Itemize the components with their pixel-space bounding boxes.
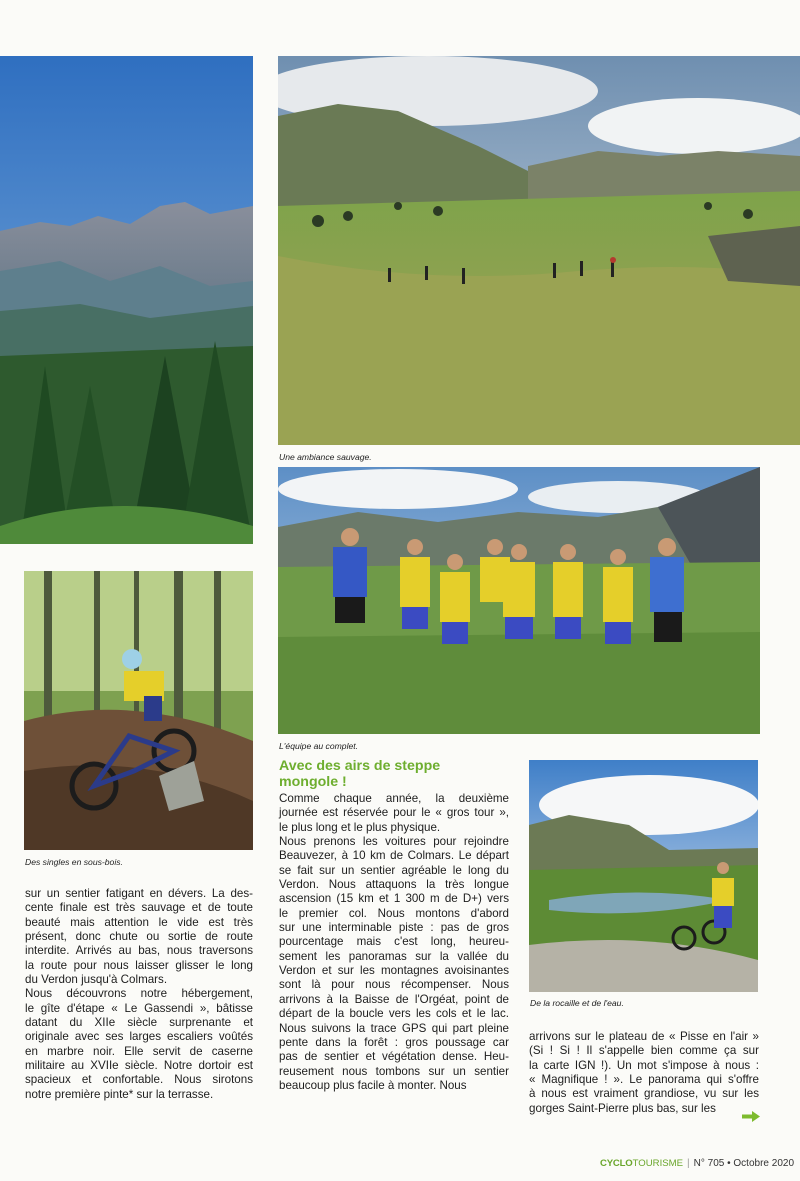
text-line: arrivons à la Baisse de l'Orgéat, point de [279,992,509,1006]
text-line: sont là pour nous récompenser. Nous [279,978,509,992]
text-line: le premier col. Nous montons d'abord [279,906,509,920]
text-line: du Verdon jusqu'à Colmars. [25,973,168,987]
text-line: départ de la boucle vers les cols et le lac. [279,1007,509,1021]
text-line: journée est réservée pour le « gros tour », [279,806,509,820]
text-line: ascension (15 km et 1 300 m de D+) vers [279,892,509,906]
page-footer: CYCLOTOURISME | N° 705 • Octobre 2020 [599,1158,794,1169]
text-line: Nous suivons la trace GPS qui part pleine [279,1021,509,1035]
text-line: reusement nous tombons sur un sentier [279,1064,509,1078]
text-line: cente finale est très sauvage et de toute [25,901,253,915]
article-column-right [529,1030,759,1116]
text-line: datant du XIIe siècle surprenante et [25,1016,253,1030]
text-line: Beauvezer, à 10 km de Colmars. Le départ [279,849,509,863]
text-line: spacieux et confortable. Nous sirotons [25,1073,253,1087]
photo-team-group [278,467,760,734]
caption-rider: Des singles en sous-bois. [25,857,123,867]
text-line: beauté mais attention le vide est très [25,915,253,929]
caption-steppe: Une ambiance sauvage. [279,452,372,462]
article-column-left [25,887,253,1102]
photo-lake [529,760,758,992]
text-line: militaire au XVIIe siècle. Notre dortoir est [25,1059,253,1073]
text-line: sur un sentier fatigant en dévers. La des- [25,887,253,900]
text-line: à nous est vraiment grandiose, vu sur les [529,1087,759,1101]
text-line: la route pour nous laisser glisser le long [25,958,253,972]
text-line: gorges Saint-Pierre plus bas, sur les [529,1101,716,1115]
text-line: pente dans la forêt : gros poussage car [279,1035,509,1049]
text-line: Verdon. Nous attaquons la très longue [279,878,509,892]
text-line: beaucoup plus facile à monter. Nous [279,1078,467,1092]
section-heading-line-1: Avec des airs de steppe [279,758,441,774]
text-line: le plus long et le plus physique. [279,820,441,834]
text-line: interdite. Arrivés au bas, nous traversons [25,944,253,958]
text-line: originale avec ses larges escaliers voûtés [25,1030,253,1044]
footer-brand-tourisme: TOURISME [632,1158,684,1169]
text-line: présent, donc chute ou sortie de route [25,930,253,944]
text-line: notre première pinte* sur la terrasse. [25,1087,214,1101]
caption-lake: De la rocaille et de l'eau. [530,998,624,1008]
text-line: se fait sur un sentier agréable le long du [279,863,509,877]
footer-date: • Octobre 2020 [727,1158,794,1169]
photo-steppe-plateau [278,56,800,445]
text-line: Nous prenons les voitures pour rejoindre [279,835,509,849]
text-line: « Magnifique ! ». Le panorama qui s'offre [529,1073,759,1087]
text-line: sur une interminable piste : pas de gros [279,921,509,935]
section-heading [279,759,519,790]
text-line: Verdon et sur les montagnes avoisinantes [279,964,509,978]
text-line: le gîte d'étape « Le Gassendi », bâtisse [25,1001,253,1015]
green-arrow-right-icon [742,1111,760,1122]
text-line: pourcentage mais c'est long, heureu- [279,935,509,949]
article-column-middle [279,792,509,1093]
text-line: (Si ! Si ! Il s'appelle bien comme ça sur [529,1044,759,1058]
text-line: Nous découvrons notre hébergement, [25,987,253,1001]
photo-rider-woods [24,571,253,850]
text-line: en marbre noir. Elle servit de caserne [25,1044,253,1058]
photo-mountain-valley [0,56,253,544]
section-heading-line-2: mongole ! [279,773,347,790]
text-line: sement les panoramas sur la vallée du [279,949,509,963]
footer-brand-cyclo: CYCLO [599,1158,633,1169]
text-line: Comme chaque année, la deuxième [279,792,509,805]
text-line: la carte IGN !). Un mot s'impose à nous : [529,1058,759,1072]
caption-team: L'équipe au complet. [279,741,359,751]
text-line: arrivons sur le plateau de « Pisse en l'air » [529,1030,759,1043]
footer-issue: N° 705 [693,1158,725,1169]
text-line: pas de sentier et végétation dense. Heu- [279,1050,509,1064]
